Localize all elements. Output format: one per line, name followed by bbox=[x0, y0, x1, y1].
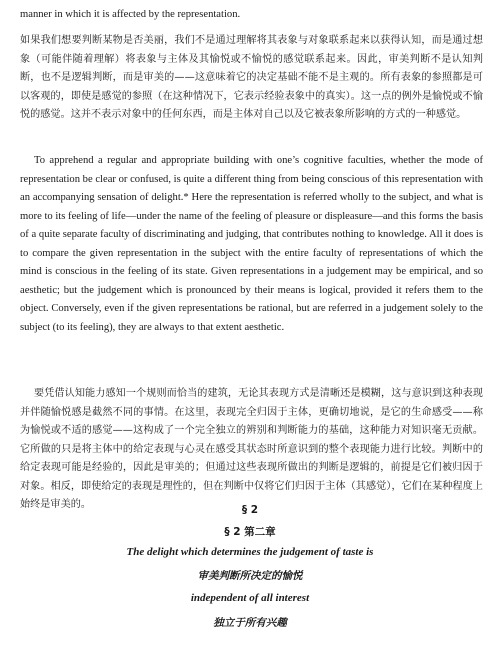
section-number: § 2 bbox=[241, 504, 259, 516]
section-subtitle-en: independent of all interest bbox=[190, 592, 310, 604]
paragraph-en-2: To apprehend a regular and appropriate building with one’s cognitive faculties, whether the mode of representation be clear or confused, is quite a different thing from being conscious of this representation with an accompanying sensation of delight.* Here the representation is referred wholly to the subject, and what is more to its feeling of life—under the name of the feeling of pleasure or displeasure—and this forms the basis of a quite separate faculty of discriminating and judging, that contributes nothing to knowledge. All it does is to compare the given representation in the subject with the entire faculty of representations of which the mind is conscious in the feeling of its state. Given representations in a judgement may be empirical, and so aesthetic; but the judgement which is pronounced by their means is logical, provided it refers them to the object. Conversely, even if the given representations be rational, but are referred in a judgement solely to the subject (to its feeling), they are always to that extent aesthetic. bbox=[20, 155, 483, 333]
section-number-zh: § 2 第二章 bbox=[224, 526, 276, 538]
section-title-zh: 审美判断所决定的愉悦 bbox=[197, 570, 303, 582]
paragraph-continuation-en: manner in which it is affected by the representation. bbox=[20, 9, 241, 20]
paragraph-zh-2: 要凭借认知能力感知一个规则而恰当的建筑，无论其表现方式是清晰还是模糊，这与意识到这种表现并伴随愉悦感是截然不同的事情。在这里，表现完全归因于主体，更确切地说，是它的生命感受——称为愉悦或不适的感觉——这构成了一个完全独立的辨别和判断能力的基础，这种能力对知识毫无贡献。它所做的只是将主体中的给定表现与心灵在感受其状态时所意识到的整个表现能力进行比较。判断中的给定表现可能是经验的，因此是审美的；但通过这些表现所做出的判断是逻辑的，前提是它们被归因于对象。相反，即使给定的表现是理性的，但在判断中仅将它们归因于主体（其感觉），它们在某种程度上始终是审美的。 bbox=[20, 388, 483, 510]
section-title-en: The delight which determines the judgement of taste is bbox=[126, 546, 374, 558]
paragraph-zh-1: 如果我们想要判断某物是否美丽，我们不是通过理解将其表象与对象联系起来以获得认知，而是通过想象（可能伴随着理解）将表象与主体及其愉悦或不愉悦的感觉联系起来。因此，审美判断不是认知判断，也不是逻辑判断，而是审美的——这意味着它的决定基础不能不是主观的。所有表象的参照都是可以客观的，即使是感觉的参照（在这种情况下，它表示经验表象中的真实）。这一点的例外是愉悦或不愉悦的感觉。这并不表示对象中的任何东西，而是主体对自己以及它被表象所影响的方式的一种感觉。 bbox=[20, 35, 483, 120]
section-subtitle-zh: 独立于所有兴趣 bbox=[213, 617, 287, 629]
